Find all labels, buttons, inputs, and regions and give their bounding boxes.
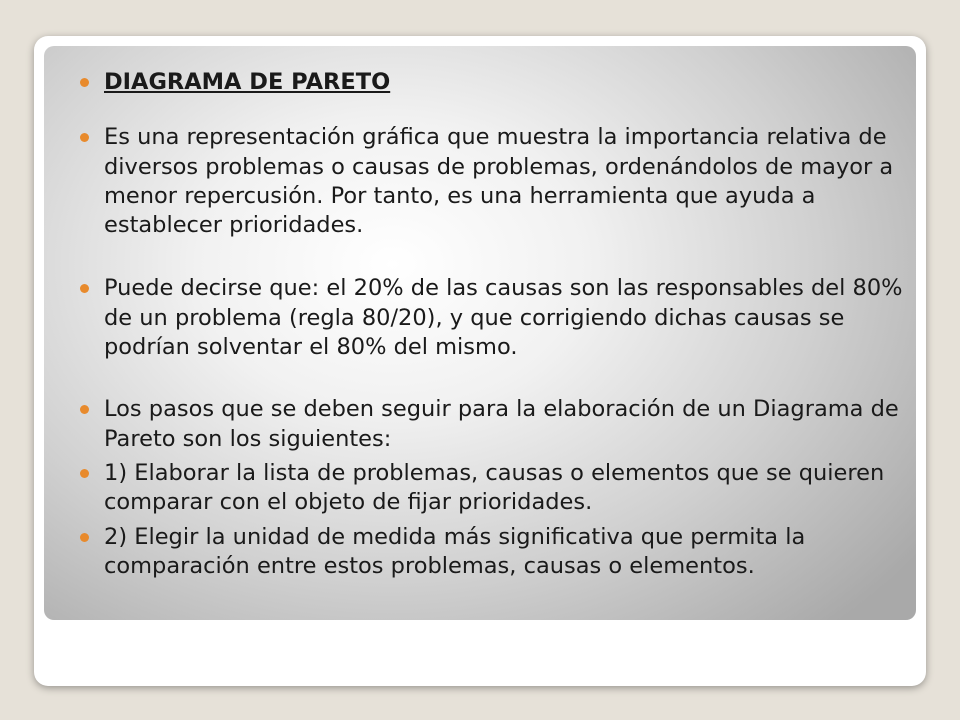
- slide-content: [76, 68, 916, 581]
- bullet-text: Es una representación gráfica que muestra la importancia relativa de diversos problemas o causas de problemas, ordenándolos de mayor a menor repercusión. Por tanto, es una herramienta que ayuda a establecer prioridades.: [104, 124, 894, 239]
- bullet-dot-icon: [80, 533, 89, 542]
- bullet-dot-icon: [80, 133, 89, 142]
- bullet-text: Los pasos que se deben seguir para la elaboración de un Diagrama de Pareto son los siguientes:: [104, 396, 899, 452]
- slide-heading: DIAGRAMA DE PARETO: [104, 69, 391, 95]
- bullet-text: Puede decirse que: el 20% de las causas son las responsables del 80% de un problema (regla 80/20), y que corrigiendo dichas causas se podrían solventar el 80% del mismo.: [104, 275, 903, 361]
- bullet-heading: [76, 68, 916, 97]
- bullet-text: 1) Elaborar la lista de problemas, causas o elementos que se quieren comparar con el objeto de fijar prioridades.: [104, 459, 885, 516]
- bullet-dot-icon: [80, 78, 89, 87]
- bullet-step-1: [76, 459, 916, 518]
- bullet-definition: [76, 123, 916, 240]
- bullet-step-2: [76, 523, 916, 582]
- bullet-text: 2) Elegir la unidad de medida más significativa que permita la comparación entre estos problemas, causas o elementos.: [104, 523, 806, 579]
- bullet-pareto-rule: [76, 274, 916, 362]
- bullet-dot-icon: [80, 284, 89, 293]
- bullet-dot-icon: [80, 405, 89, 414]
- bullet-dot-icon: [80, 469, 89, 478]
- bullet-steps-intro: [76, 395, 916, 454]
